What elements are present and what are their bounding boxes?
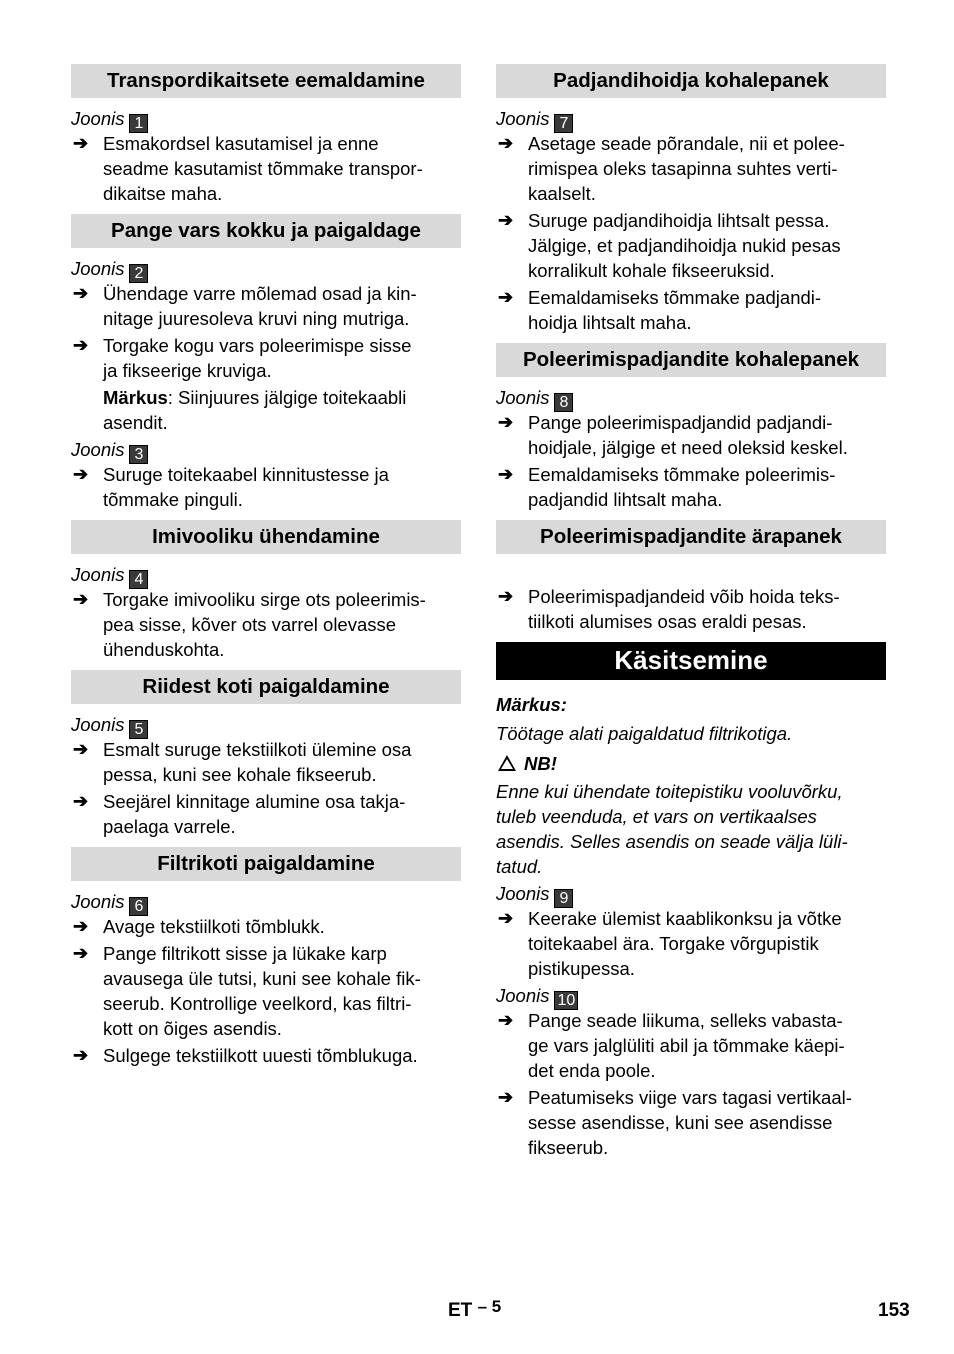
arrow-right-icon: ➔ — [73, 464, 89, 484]
step-line: seerub. Kontrollige veelkord, kas filtri- — [103, 993, 412, 1014]
arrow-right-icon: ➔ — [498, 586, 514, 606]
section-heading: Pange vars kokku ja paigaldage — [71, 214, 461, 248]
language-code: ET — [448, 1300, 473, 1321]
warning-line: tuleb veenduda, et vars on vertikaalses — [496, 806, 817, 827]
figure-label: Joonis — [71, 891, 125, 912]
arrow-right-icon: ➔ — [73, 283, 89, 303]
figure-ref — [71, 889, 461, 914]
step-line: Avage tekstiilkoti tõmblukk. — [103, 916, 325, 937]
arrow-right-icon: ➔ — [73, 589, 89, 609]
instruction-step — [71, 587, 461, 662]
note-bold-label: Märkus — [103, 387, 168, 408]
figure-ref — [71, 437, 461, 462]
figure-ref — [496, 106, 886, 131]
arrow-right-icon: ➔ — [73, 943, 89, 963]
instruction-step — [496, 208, 886, 283]
arrow-right-icon: ➔ — [73, 739, 89, 759]
warning-line: tatud. — [496, 856, 543, 877]
figure-label: Joonis — [496, 108, 550, 129]
step-line: korralikult kohale fikseeruksid. — [528, 260, 775, 281]
page-number: 153 — [878, 1300, 910, 1321]
footer-language — [448, 1297, 502, 1322]
step-line: Pange filtrikott sisse ja lükake karp — [103, 943, 387, 964]
instruction-step — [71, 1043, 461, 1068]
warning-text — [496, 779, 886, 879]
step-line: Sulgege tekstiilkott uuesti tõmblukuga. — [103, 1045, 418, 1066]
figure-number-icon: 1 — [129, 114, 148, 133]
arrow-right-icon: ➔ — [498, 412, 514, 432]
step-line: Eemaldamiseks tõmmake padjandi- — [528, 287, 822, 308]
figure-label: Joonis — [71, 564, 125, 585]
instruction-step — [496, 285, 886, 335]
step-line: det enda poole. — [528, 1060, 656, 1081]
step-line: padjandid lihtsalt maha. — [528, 489, 723, 510]
instruction-step — [71, 941, 461, 1041]
note-text: Töötage alati paigaldatud filtrikotiga. — [496, 723, 793, 744]
spacer — [496, 562, 886, 584]
step-line: sesse asendisse, kuni see asendisse — [528, 1112, 833, 1133]
step-line: Asetage seade põrandale, nii et polee- — [528, 133, 845, 154]
section-page: – 5 — [477, 1297, 502, 1316]
step-line: tiilkoti alumises osas eraldi pesas. — [528, 611, 807, 632]
instruction-step — [71, 462, 461, 512]
figure-ref — [496, 983, 886, 1008]
arrow-right-icon: ➔ — [73, 133, 89, 153]
figure-number-icon: 4 — [129, 570, 148, 589]
step-line: Peatumiseks viige vars tagasi vertikaal- — [528, 1087, 852, 1108]
right-column — [496, 64, 886, 1162]
step-line: Esmakordsel kasutamisel ja enne — [103, 133, 379, 154]
figure-label: Joonis — [496, 985, 550, 1006]
step-line: pessa, kuni see kohale fikseerub. — [103, 764, 377, 785]
section — [496, 64, 886, 335]
step-line: Pange poleerimispadjandid padjandi- — [528, 412, 833, 433]
warning-triangle-icon — [498, 755, 516, 771]
section-heading: Poleerimispadjandite kohalepanek — [496, 343, 886, 377]
section — [496, 520, 886, 634]
instruction-step — [496, 584, 886, 634]
step-line: ja fikseerige kruviga. — [103, 360, 272, 381]
instruction-step — [496, 906, 886, 981]
step-line: kaalselt. — [528, 183, 596, 204]
step-line: Keerake ülemist kaablikonksu ja võtke — [528, 908, 842, 929]
step-line: seadme kasutamist tõmmake transpor- — [103, 158, 423, 179]
figure-number-icon: 8 — [554, 393, 573, 412]
step-line: avausega üle tutsi, kuni see kohale fik- — [103, 968, 421, 989]
step-line: hoidjale, jälgige et need oleksid keskel. — [528, 437, 848, 458]
step-line: Poleerimispadjandeid võib hoida teks- — [528, 586, 840, 607]
note-label: Märkus: — [496, 694, 567, 715]
warning-label: NB! — [524, 753, 557, 774]
figure-ref — [71, 106, 461, 131]
step-line: pistikupessa. — [528, 958, 635, 979]
step-line: Pange seade liikuma, selleks vabasta- — [528, 1010, 843, 1031]
arrow-right-icon: ➔ — [498, 464, 514, 484]
section — [496, 343, 886, 512]
section-heading: Padjandihoidja kohalepanek — [496, 64, 886, 98]
figure-number-icon: 2 — [129, 264, 148, 283]
step-line: Esmalt suruge tekstiilkoti ülemine osa — [103, 739, 412, 760]
arrow-right-icon: ➔ — [498, 133, 514, 153]
figure-label: Joonis — [496, 883, 550, 904]
step-line: ühenduskohta. — [103, 639, 225, 660]
arrow-right-icon: ➔ — [498, 210, 514, 230]
arrow-right-icon: ➔ — [498, 1010, 514, 1030]
figure-number-icon: 5 — [129, 720, 148, 739]
section-heading: Riidest koti paigaldamine — [71, 670, 461, 704]
instruction-step — [71, 914, 461, 939]
section-heading: Poleerimispadjandite ärapanek — [496, 520, 886, 554]
arrow-right-icon: ➔ — [73, 335, 89, 355]
arrow-right-icon: ➔ — [498, 908, 514, 928]
figure-ref — [71, 562, 461, 587]
arrow-right-icon: ➔ — [498, 1087, 514, 1107]
instruction-step — [71, 333, 461, 383]
section-heading: Imivooliku ühendamine — [71, 520, 461, 554]
section — [71, 64, 461, 206]
figure-number-icon: 6 — [129, 897, 148, 916]
step-line: rimispea oleks tasapinna suhtes verti- — [528, 158, 838, 179]
instruction-step — [71, 281, 461, 331]
figure-ref — [496, 385, 886, 410]
arrow-right-icon: ➔ — [73, 916, 89, 936]
instruction-step — [496, 1085, 886, 1160]
section — [71, 847, 461, 1068]
step-line: ge vars jalglüliti abil ja tõmmake käepi- — [528, 1035, 845, 1056]
step-line: Torgake imivooliku sirge ots poleerimis- — [103, 589, 426, 610]
figure-label: Joonis — [71, 258, 125, 279]
step-line: Jälgige, et padjandihoidja nukid pesas — [528, 235, 841, 256]
figure-label: Joonis — [71, 439, 125, 460]
step-line: toitekaabel ära. Torgake võrgupistik — [528, 933, 819, 954]
figure-ref — [71, 256, 461, 281]
step-line: Suruge padjandihoidja lihtsalt pessa. — [528, 210, 830, 231]
arrow-right-icon: ➔ — [73, 1045, 89, 1065]
note-line — [103, 385, 461, 410]
warning-line: asendis. Selles asendis on seade välja lüli- — [496, 831, 848, 852]
instruction-step — [496, 131, 886, 206]
figure-ref — [71, 712, 461, 737]
step-line: Ühendage varre mõlemad osad ja kin- — [103, 283, 417, 304]
warning-line: Enne kui ühendate toitepistiku vooluvõrku, — [496, 781, 843, 802]
figure-number-icon: 9 — [554, 889, 573, 908]
section-heading: Filtrikoti paigaldamine — [71, 847, 461, 881]
arrow-right-icon: ➔ — [73, 791, 89, 811]
figure-label: Joonis — [71, 108, 125, 129]
warning-heading — [496, 751, 886, 776]
step-line: Torgake kogu vars poleerimispe sisse — [103, 335, 412, 356]
step-line: Eemaldamiseks tõmmake poleerimis- — [528, 464, 836, 485]
section-heading: Transpordikaitsete eemaldamine — [71, 64, 461, 98]
instruction-step — [71, 789, 461, 839]
instruction-step — [71, 737, 461, 787]
figure-number-icon: 10 — [554, 991, 578, 1010]
figure-ref — [496, 881, 886, 906]
left-column — [71, 64, 461, 1076]
section — [71, 214, 461, 512]
figure-number-icon: 3 — [129, 445, 148, 464]
step-line: Seejärel kinnitage alumine osa takja- — [103, 791, 406, 812]
step-line: paelaga varrele. — [103, 816, 236, 837]
step-note — [71, 385, 461, 435]
step-line: hoidja lihtsalt maha. — [528, 312, 692, 333]
step-line: nitage juuresoleva kruvi ning mutriga. — [103, 308, 410, 329]
note-line: asendit. — [103, 412, 168, 433]
instruction-step — [496, 1008, 886, 1083]
instruction-step — [496, 462, 886, 512]
step-line: Suruge toitekaabel kinnitustesse ja — [103, 464, 389, 485]
step-line: kott on õiges asendis. — [103, 1018, 282, 1039]
step-line: dikaitse maha. — [103, 183, 223, 204]
step-line: tõmmake pinguli. — [103, 489, 243, 510]
step-line: pea sisse, kõver ots varrel olevasse — [103, 614, 397, 635]
step-line: fikseerub. — [528, 1137, 609, 1158]
instruction-step — [496, 410, 886, 460]
figure-label: Joonis — [71, 714, 125, 735]
arrow-right-icon: ➔ — [498, 287, 514, 307]
section — [71, 670, 461, 839]
instruction-step — [71, 131, 461, 206]
note-text: : Siinjuures jälgige toitekaabli — [167, 387, 407, 408]
main-heading: Käsitsemine — [496, 642, 886, 680]
figure-number-icon: 7 — [554, 114, 573, 133]
section — [71, 520, 461, 662]
figure-label: Joonis — [496, 387, 550, 408]
